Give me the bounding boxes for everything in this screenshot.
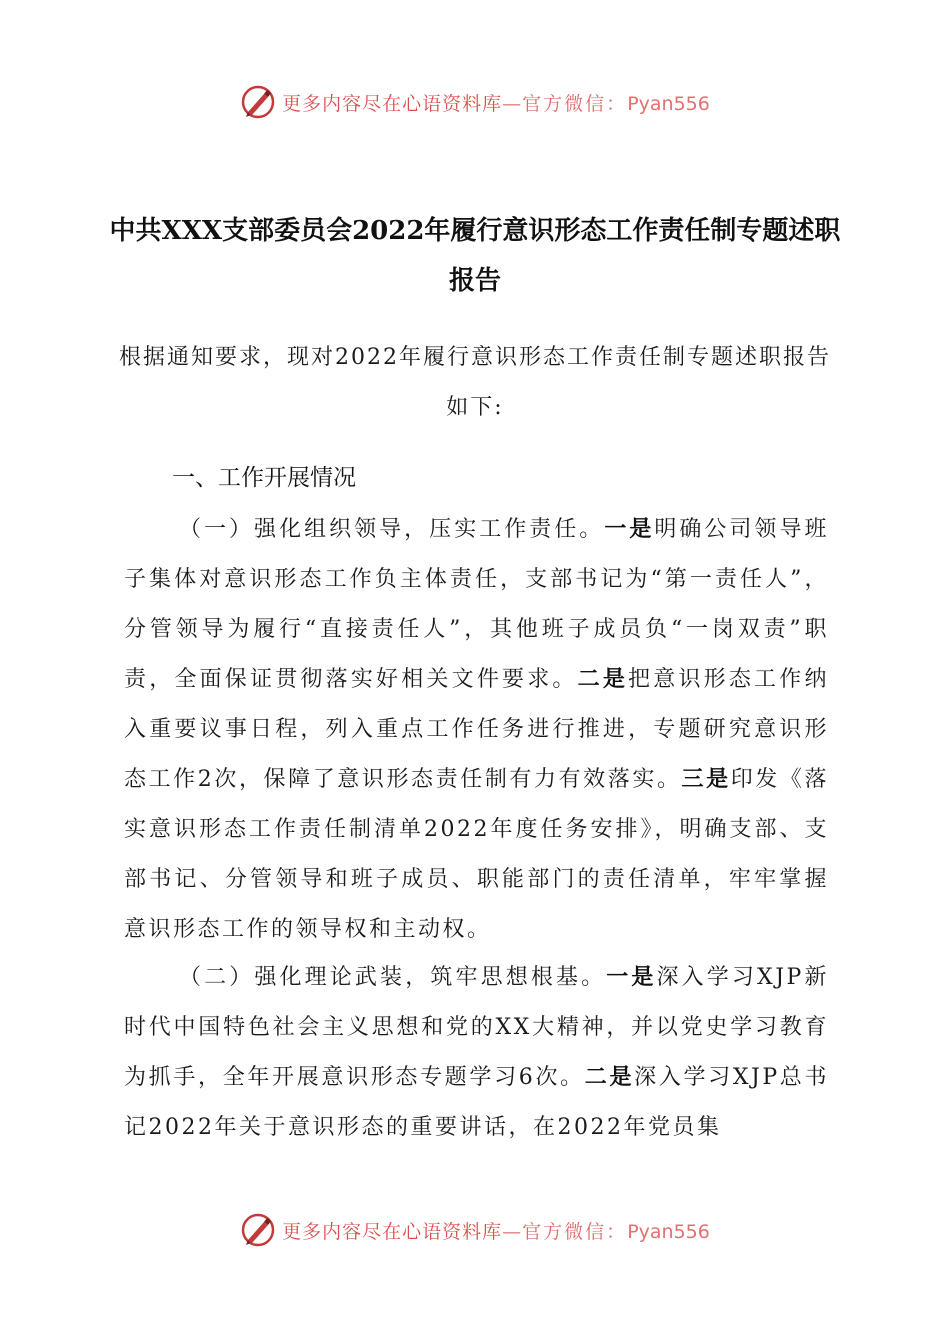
keyword-first: 一是 bbox=[606, 965, 657, 990]
pen-seal-icon bbox=[240, 84, 276, 120]
paragraph-text: 把意识形态工作纳入重要议事日程，列入重点工作任务进行推进，专题研究意识形态工作2次，保障了意识形态责任制有力有效落实。 bbox=[124, 667, 829, 792]
section-heading: 一、工作开展情况 bbox=[172, 465, 356, 491]
paragraph-text: 明确公司领导班子集体对意识形态工作负主体责任，支部书记为“第一责任人”，分管领导为履行“直接责任人”，其他班子成员负“一岗双责”职责，全面保证贯彻落实好相关文件要求。 bbox=[124, 517, 829, 692]
watermark-banner-bottom bbox=[0, 1210, 950, 1250]
keyword-second: 二是 bbox=[584, 1065, 635, 1090]
keyword-third: 三是 bbox=[681, 767, 731, 792]
paragraph-lead: （一）强化组织领导，压实工作责任。 bbox=[179, 517, 605, 542]
paragraph-text: 印发《落实意识形态工作责任制清单2022年度任务安排》，明确支部、支部书记、分管领导和班子成员、职能部门的责任清单，牢牢掌握意识形态工作的领导权和主动权。 bbox=[124, 767, 829, 942]
paragraph-text: 深入学习XJP总书记2022年关于意识形态的重要讲话，在2022年党员集 bbox=[124, 1065, 829, 1140]
keyword-first: 一是 bbox=[604, 517, 655, 542]
keyword-second: 二是 bbox=[577, 667, 629, 692]
paragraph-text: 深入学习XJP新时代中国特色社会主义思想和党的XX大精神，并以党史学习教育为抓手，全年开展意识形态专题学习6次。 bbox=[124, 965, 829, 1090]
paragraph-lead: （二）强化理论武装，筑牢思想根基。 bbox=[179, 965, 607, 990]
paragraph-organization bbox=[124, 505, 829, 955]
document-title: 中共XXX支部委员会2022年履行意识形态工作责任制专题述职报告 bbox=[109, 216, 841, 296]
pen-seal-icon bbox=[240, 1212, 276, 1248]
watermark-text: 更多内容尽在心语资料库—官方微信：Pyan556 bbox=[282, 1220, 710, 1243]
paragraph-theory bbox=[124, 953, 829, 1153]
watermark-banner-top bbox=[0, 82, 950, 122]
intro-paragraph: 根据通知要求，现对2022年履行意识形态工作责任制专题述职报告如下: bbox=[119, 345, 831, 420]
watermark-text: 更多内容尽在心语资料库—官方微信：Pyan556 bbox=[282, 92, 710, 115]
